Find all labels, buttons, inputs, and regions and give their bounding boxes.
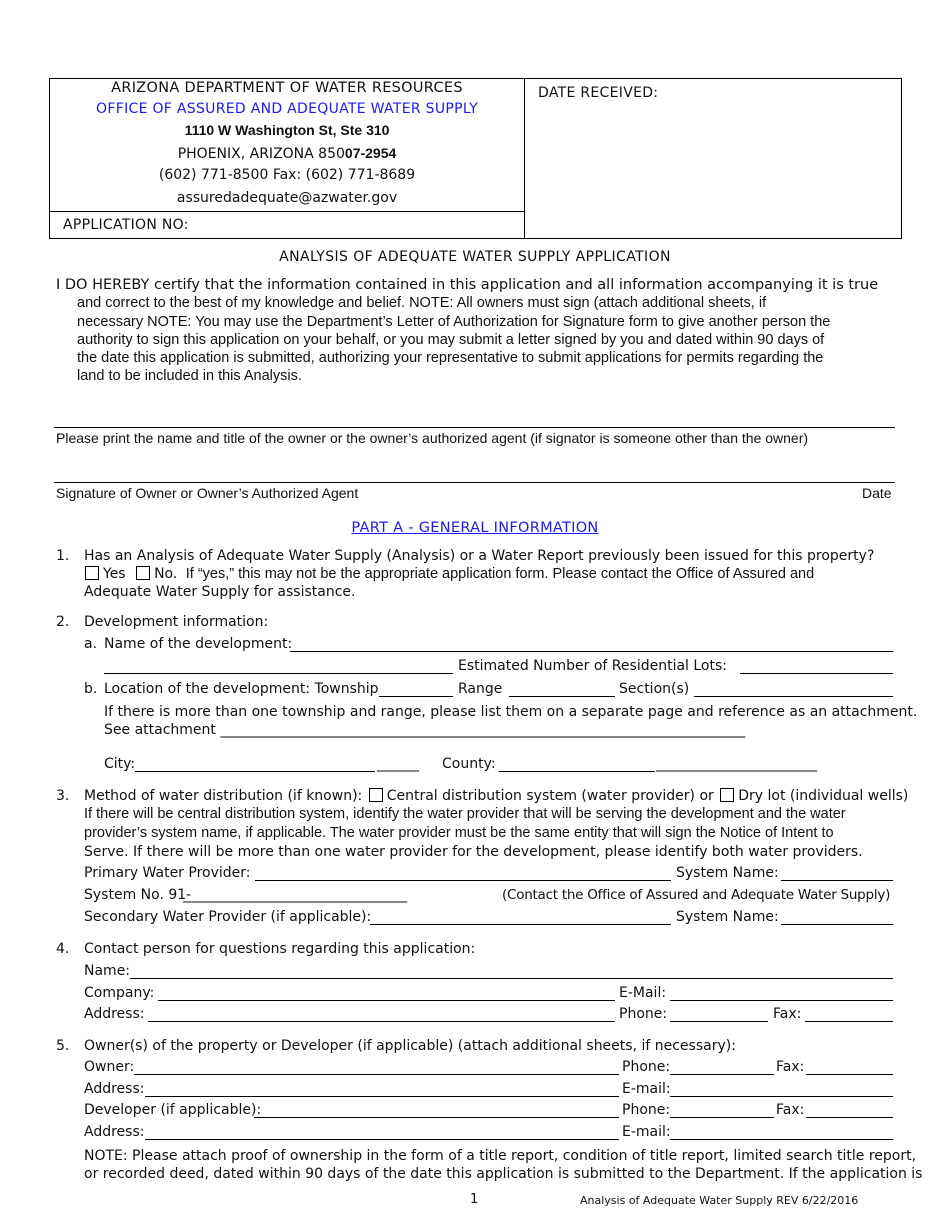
office-name: OFFICE OF ASSURED AND ADEQUATE WATER SUPPLY <box>96 101 478 117</box>
signature-input-line[interactable] <box>54 482 895 483</box>
section-input[interactable] <box>694 696 893 697</box>
county-label: County: <box>442 756 496 772</box>
page-number: 1 <box>470 1192 479 1207</box>
q4-number: 4. <box>56 941 70 957</box>
owner-fax-label: Fax: <box>776 1059 805 1075</box>
q2b-letter: b. <box>84 681 98 697</box>
print-name-label: Please print the name and title of the owner or the owner’s authorized agent (if signator is someone other than the owner) <box>56 430 809 446</box>
developer-address-input[interactable] <box>145 1139 619 1140</box>
owner-label: Owner: <box>84 1059 135 1075</box>
contact-address-input[interactable] <box>148 1021 615 1022</box>
secondary-provider-input[interactable] <box>370 924 671 925</box>
cert-line-3: necessary NOTE: You may use the Department’s Letter of Authorization for Signature form to give another person the <box>77 314 831 330</box>
see-attachment-field[interactable]: See attachment ___________________________________________________________________________ <box>104 722 746 738</box>
owner-fax-input[interactable] <box>806 1074 893 1075</box>
print-name-input-line[interactable] <box>54 427 895 428</box>
township-label: Location of the development: Township <box>104 681 379 697</box>
county-input-tail[interactable]: _______________________ <box>656 756 817 772</box>
cert-line-2: and correct to the best of my knowledge and belief. NOTE: All owners must sign (attach additional sheets, if <box>77 295 767 311</box>
developer-phone-label: Phone: <box>622 1102 671 1118</box>
date-received-label: DATE RECEIVED: <box>538 85 659 101</box>
application-number-field[interactable] <box>50 211 525 239</box>
q2-title: Development information: <box>84 614 269 630</box>
city-state-zip: PHOENIX, ARIZONA 85007-2954 <box>177 145 397 162</box>
system-name-input[interactable] <box>781 880 893 881</box>
developer-fax-label: Fax: <box>776 1102 805 1118</box>
developer-email-label: E-mail: <box>622 1124 671 1140</box>
range-label: Range <box>458 681 503 697</box>
date-label: Date <box>862 485 892 501</box>
section-label: Section(s) <box>619 681 690 697</box>
owner-phone-input[interactable] <box>670 1074 774 1075</box>
contact-fax-label: Fax: <box>773 1006 802 1022</box>
q3-line-4: Serve. If there will be more than one water provider for the development, please identify both water providers. <box>84 844 863 860</box>
agency-email: assuredadequate@azwater.gov <box>176 190 398 206</box>
development-name-input-2[interactable] <box>104 673 453 674</box>
owner-input[interactable] <box>134 1074 619 1075</box>
q3-number: 3. <box>56 788 70 804</box>
contact-company-input[interactable] <box>158 1000 615 1001</box>
residential-lots-input[interactable] <box>740 673 893 674</box>
q3-question <box>84 788 908 804</box>
contact-phone-label: Phone: <box>619 1006 668 1022</box>
q5-note-2: or recorded deed, dated within 90 days of the date this application is submitted to the Department. If the application is <box>84 1166 923 1182</box>
q3-line-3: provider’s system name, if applicable. The water provider must be the same entity that will sign the Notice of Intent to <box>84 825 834 841</box>
system-number-input[interactable]: ________________________________ <box>183 887 407 903</box>
contact-name-label: Name: <box>84 963 131 979</box>
contact-address-label: Address: <box>84 1006 145 1022</box>
range-input[interactable] <box>509 696 615 697</box>
q3-line-2: If there will be central distribution system, identify the water provider that will be serving the development and the water <box>84 806 846 822</box>
county-input[interactable] <box>499 771 655 772</box>
system-name-2-input[interactable] <box>781 924 893 925</box>
developer-label: Developer (if applicable): <box>84 1102 262 1118</box>
contact-name-input[interactable] <box>130 978 893 979</box>
system-name-label: System Name: <box>676 865 779 881</box>
form-title: ANALYSIS OF ADEQUATE WATER SUPPLY APPLICATION <box>279 249 671 265</box>
development-name-label: Name of the development: <box>104 636 293 652</box>
developer-fax-input[interactable] <box>806 1117 893 1118</box>
contact-email-input[interactable] <box>670 1000 893 1001</box>
central-distribution-label: Central distribution system (water provider) or <box>386 788 714 804</box>
city-input[interactable] <box>135 771 375 772</box>
primary-provider-input[interactable] <box>255 880 671 881</box>
q5-note-1: NOTE: Please attach proof of ownership in the form of a title report, condition of title report, limited search title report, <box>84 1148 917 1164</box>
q2-number: 2. <box>56 614 70 630</box>
cert-line-1: I DO HEREBY certify that the information contained in this application and all information accompanying it is true <box>56 277 879 293</box>
developer-phone-input[interactable] <box>670 1117 774 1118</box>
q3-question-text: Method of water distribution (if known): <box>84 788 363 804</box>
header-box <box>49 78 902 239</box>
signature-label: Signature of Owner or Owner’s Authorized Agent <box>56 485 359 501</box>
township-input[interactable] <box>379 696 453 697</box>
contact-company-label: Company: <box>84 985 155 1001</box>
township-note: If there is more than one township and range, please list them on a separate page and reference as an attachment. <box>104 704 918 720</box>
owner-address-input[interactable] <box>145 1096 619 1097</box>
revision-label: Analysis of Adequate Water Supply REV 6/22/2016 <box>580 1194 859 1207</box>
owner-email-label: E-mail: <box>622 1081 671 1097</box>
owner-email-input[interactable] <box>670 1096 893 1097</box>
dry-lot-label: Dry lot (individual wells) <box>738 788 909 804</box>
agency-block <box>50 79 525 239</box>
q4-title: Contact person for questions regarding this application: <box>84 941 476 957</box>
phone-fax: (602) 771-8500 Fax: (602) 771-8689 <box>158 167 416 183</box>
q1-options <box>85 566 814 582</box>
q1-yes-label: Yes <box>103 566 126 582</box>
dry-lot-checkbox[interactable] <box>720 788 734 802</box>
residential-lots-label: Estimated Number of Residential Lots: <box>458 658 727 674</box>
city-label: City: <box>104 756 136 772</box>
q1-no-checkbox[interactable] <box>136 566 150 580</box>
q5-title: Owner(s) of the property or Developer (if applicable) (attach additional sheets, if necessary): <box>84 1038 736 1054</box>
system-name-2-label: System Name: <box>676 909 779 925</box>
q1-note-2: Adequate Water Supply for assistance. <box>84 584 356 600</box>
q1-question: Has an Analysis of Adequate Water Supply (Analysis) or a Water Report previously been issued for this property? <box>84 548 875 564</box>
contact-email-label: E-Mail: <box>619 985 667 1001</box>
city-input-tail[interactable]: ______ <box>377 756 419 772</box>
q2a-letter: a. <box>84 636 98 652</box>
owner-phone-label: Phone: <box>622 1059 671 1075</box>
application-number-label: APPLICATION NO: <box>63 217 189 233</box>
developer-address-label: Address: <box>84 1124 145 1140</box>
q1-no-label: No. <box>154 566 178 582</box>
q5-number: 5. <box>56 1038 70 1054</box>
system-number-contact-note: (Contact the Office of Assured and Adequate Water Supply) <box>502 887 891 903</box>
cert-line-4: authority to sign this application on your behalf, or you may submit a letter signed by you and dated within 90 days of <box>77 332 825 348</box>
agency-name: ARIZONA DEPARTMENT OF WATER RESOURCES <box>111 80 463 96</box>
developer-input[interactable] <box>254 1117 619 1118</box>
q1-note: If “yes,” this may not be the appropriate application form. Please contact the Office of Assured and <box>185 566 815 582</box>
street-address: 1110 W Washington St, Ste 310 <box>184 122 390 138</box>
cert-line-5: the date this application is submitted, authorizing your representative to submit applications for permits regarding the <box>77 350 824 366</box>
q1-number: 1. <box>56 548 70 564</box>
contact-phone-input[interactable] <box>670 1021 768 1022</box>
contact-fax-input[interactable] <box>805 1021 893 1022</box>
owner-address-label: Address: <box>84 1081 145 1097</box>
central-distribution-checkbox[interactable] <box>369 788 383 802</box>
q1-yes-checkbox[interactable] <box>85 566 99 580</box>
development-name-input[interactable] <box>290 651 893 652</box>
system-number-label: System No. 91- <box>84 887 192 903</box>
cert-line-6: land to be included in this Analysis. <box>77 368 302 384</box>
secondary-provider-label: Secondary Water Provider (if applicable): <box>84 909 372 925</box>
developer-email-input[interactable] <box>670 1139 893 1140</box>
primary-provider-label: Primary Water Provider: <box>84 865 251 881</box>
part-a-heading: PART A - GENERAL INFORMATION <box>351 520 599 536</box>
